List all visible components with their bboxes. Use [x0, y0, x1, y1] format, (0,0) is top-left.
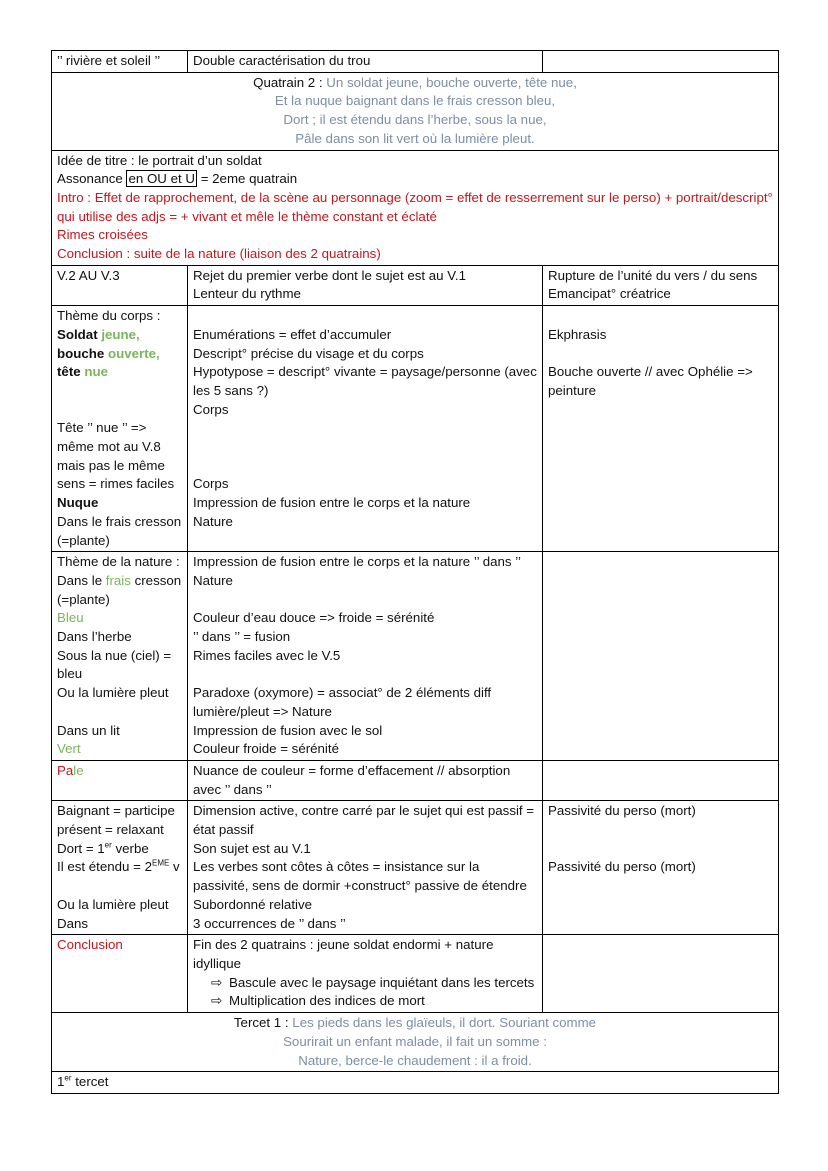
poem-line: Et la nuque baignant dans le frais cresson bleu,: [274, 93, 556, 109]
rimes: Rimes croisées: [57, 227, 148, 243]
tercet-cell: [52, 1013, 779, 1072]
superscript: er: [104, 840, 112, 850]
text: Dans l’herbe: [57, 629, 132, 645]
arrow-right-icon: ⇨: [211, 974, 223, 990]
text: Emancipat° créatrice: [548, 286, 671, 302]
cell: [543, 265, 779, 305]
text: Dimension active, contre carré par le sujet qui est passif = état passif: [193, 803, 535, 838]
notes-table: [51, 50, 779, 1094]
poem-line: Les pieds dans les glaïeuls, il dort. Souriant comme: [292, 1015, 597, 1031]
text: Rimes faciles avec le V.5: [193, 647, 341, 663]
text: Thème du corps :: [57, 308, 161, 324]
row-first-tercet: [52, 1072, 779, 1094]
text: Paradoxe (oxymore) = associat° de 2 éléments diff lumière/pleut => Nature: [193, 685, 492, 719]
text: Bouche ouverte // avec Ophélie => peinture: [548, 364, 753, 398]
text: Subordonné relative: [193, 896, 313, 912]
text: Hypotypose = descript° vivante = paysage/personne (avec les 5 sans ?): [193, 364, 537, 398]
word: jeune,: [101, 326, 140, 342]
poem-line: Un soldat jeune, bouche ouverte, tête nue,: [326, 74, 577, 90]
cell: [188, 552, 543, 761]
word: tercet: [71, 1074, 109, 1090]
word: v: [169, 859, 180, 875]
text: 3 occurrences de ’’ dans ’’: [193, 915, 346, 931]
tercet-label: Tercet 1 :: [233, 1015, 293, 1031]
text: Nature: [193, 572, 233, 588]
title-idea: Idée de titre : le portrait d’un soldat: [57, 152, 262, 168]
text: Corps: [193, 401, 229, 417]
bullet-text: Multiplication des indices de mort: [229, 993, 425, 1009]
text: Sous la nue (ciel) = bleu: [57, 647, 172, 682]
cell: [52, 1072, 779, 1094]
arrow-right-icon: ⇨: [211, 993, 223, 1009]
text: Impression de fusion entre le corps et la nature: [193, 495, 471, 511]
row-quatrain-2: [52, 72, 779, 150]
bullet: [205, 974, 537, 993]
quatrain-label: Quatrain 2 :: [253, 74, 327, 90]
row-pale: [52, 760, 779, 800]
text: Impression de fusion avec le sol: [193, 722, 383, 738]
text: Baignant = participe présent = relaxant: [57, 803, 175, 838]
word: nue: [84, 364, 108, 380]
text: Ekphrasis: [548, 326, 607, 342]
conclusion: Conclusion : suite de la nature (liaison des 2 quatrains): [57, 246, 381, 262]
text: Ou la lumière pleut: [57, 896, 169, 912]
text: Passivité du perso (mort): [548, 859, 696, 875]
cell: [543, 935, 779, 1013]
text: Corps: [193, 476, 229, 492]
row-corps: [52, 306, 779, 552]
cell: Conclusion: [52, 935, 188, 1013]
row-notes: [52, 150, 779, 265]
word: le: [73, 762, 84, 778]
text: Enumérations = effet d’accumuler: [193, 326, 392, 342]
bullet: [205, 992, 537, 1011]
text: Rupture de l’unité du vers / du sens: [548, 267, 758, 283]
text: Couleur d’eau douce => froide = sérénité: [193, 610, 435, 626]
word: bouche: [57, 345, 108, 361]
text: Couleur froide = sérénité: [193, 741, 339, 757]
text: Dans un lit: [57, 722, 120, 738]
assonance-box: en OU et U: [128, 171, 195, 187]
text: Bleu: [57, 610, 84, 626]
cell: [188, 801, 543, 935]
cell: [543, 51, 779, 73]
poem-line: Sourirait un enfant malade, il fait un somme :: [283, 1033, 547, 1049]
intro: Intro : Effet de rapprochement, de la scène au personnage (zoom = effet de resserrement sur le perso) + portrait/descript° qui utilise des adjs = + vivant et mêle le thème constant et éclaté: [57, 189, 773, 224]
text: Thème de la nature :: [57, 554, 180, 570]
row-baignant: [52, 801, 779, 935]
word: cresson (=plante): [57, 572, 182, 607]
text: [57, 572, 182, 609]
text: Vert: [57, 741, 81, 757]
word: verbe: [111, 840, 149, 856]
superscript: EME: [152, 859, 170, 869]
cell: [188, 935, 543, 1013]
cell: Nuance de couleur = forme d’effacement // absorption avec ’’ dans ’’: [188, 760, 543, 800]
word: ouverte,: [107, 345, 160, 361]
row-nature: [52, 552, 779, 761]
cell: [52, 552, 188, 761]
assonance: [57, 170, 773, 189]
text: Nuque: [57, 495, 99, 511]
word: tête: [57, 364, 85, 380]
word: Dort = 1: [57, 840, 105, 856]
cell: [188, 306, 543, 552]
text: Ou la lumière pleut: [57, 685, 169, 701]
poem-line: Pâle dans son lit vert où la lumière pleut.: [295, 130, 535, 146]
superscript: er: [64, 1073, 72, 1083]
poem-line: Dort ; il est étendu dans l’herbe, sous la nue,: [283, 112, 547, 128]
text: Impression de fusion entre le corps et la nature ’’ dans ’’: [193, 554, 521, 570]
text: Son sujet est au V.1: [193, 840, 311, 856]
poem-line: Nature, berce-le chaudement : il a froid.: [298, 1052, 532, 1068]
bullet-text: Bascule avec le paysage inquiétant dans les tercets: [229, 974, 535, 990]
text: Rejet du premier verbe dont le sujet est au V.1: [193, 267, 466, 283]
cell: [543, 801, 779, 935]
text: [57, 363, 182, 382]
cell: [52, 801, 188, 935]
assonance-label: Assonance: [57, 171, 127, 187]
text: Tête ’’ nue ’’ => même mot au V.8 mais pas le même sens = rimes faciles: [57, 420, 175, 492]
word: frais: [105, 572, 131, 588]
row-tercet-1: [52, 1013, 779, 1072]
word: Soldat: [57, 326, 102, 342]
text: Dans le frais cresson (=plante): [57, 513, 182, 548]
cell: [52, 306, 188, 552]
row-riviere: [52, 51, 779, 73]
text: ’’ dans ’’ = fusion: [193, 629, 291, 645]
cell: ’’ rivière et soleil ’’: [52, 51, 188, 73]
cell: Double caractérisation du trou: [188, 51, 543, 73]
text: Les verbes sont côtes à côtes = insistance sur la passivité, sens de dormir +construct° passive de étendre: [193, 859, 527, 894]
cell: V.2 AU V.3: [52, 265, 188, 305]
text: Passivité du perso (mort): [548, 803, 696, 819]
word: Dans le: [57, 572, 106, 588]
cell: [543, 306, 779, 552]
text: [57, 326, 182, 345]
text: Lenteur du rythme: [193, 286, 301, 302]
text: Descript° précise du visage et du corps: [193, 345, 424, 361]
text: Nature: [193, 513, 233, 529]
text: Dans: [57, 915, 89, 931]
notes-cell: [52, 150, 779, 265]
text: [57, 858, 182, 877]
cell: [543, 760, 779, 800]
word: Il est étendu = 2: [57, 859, 152, 875]
assonance-tail: = 2eme quatrain: [197, 171, 298, 187]
cell: [52, 760, 188, 800]
text: [57, 345, 182, 364]
text: Fin des 2 quatrains : jeune soldat endormi + nature idyllique: [193, 937, 494, 971]
row-v2-v3: [52, 265, 779, 305]
row-conclusion: [52, 935, 779, 1013]
quatrain-cell: [52, 72, 779, 150]
cell: [188, 265, 543, 305]
text: [57, 840, 182, 859]
word: Pa: [57, 762, 74, 778]
cell: [543, 552, 779, 761]
word: 1: [57, 1074, 65, 1090]
